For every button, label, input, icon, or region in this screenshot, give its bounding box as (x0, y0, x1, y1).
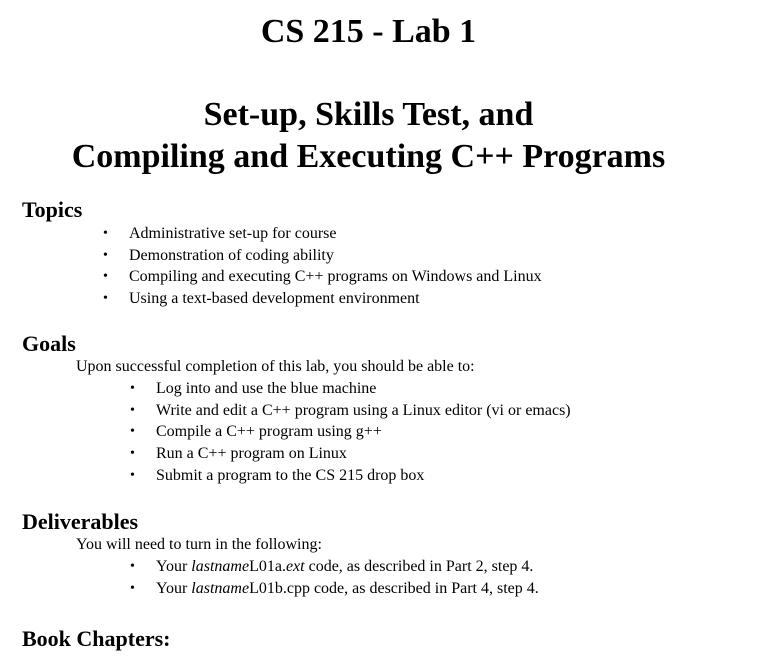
list-item (130, 421, 571, 443)
book-chapters-heading: Book Chapters: (22, 626, 171, 651)
bullet-dot-icon: • (130, 580, 135, 596)
bullet-dot-icon: • (130, 559, 135, 574)
bullet-dot-icon: • (130, 424, 135, 440)
deliverable-prefix: Your (156, 579, 192, 597)
deliverable-filename-italic: lastname (191, 579, 250, 597)
topics-heading: Topics (22, 197, 83, 222)
topic-text: Administrative set-up for course (129, 225, 337, 242)
bullet-dot-icon: • (103, 226, 108, 241)
deliverables-heading: Deliverables (22, 509, 139, 534)
bullet-dot-icon: • (130, 467, 135, 483)
list-item (103, 288, 542, 310)
goal-text: Log into and use the blue machine (156, 380, 377, 397)
goal-text: Compile a C++ program using g++ (156, 423, 382, 441)
deliverable-filename-mid: L01b.cpp code, as described in Part 4, step 4. (249, 579, 539, 597)
bullet-dot-icon: • (103, 269, 108, 285)
list-item (130, 578, 539, 600)
deliverable-filename-italic: lastname (191, 558, 250, 575)
goals-heading: Goals (22, 331, 76, 356)
list-item (130, 378, 571, 400)
topic-text: Demonstration of coding ability (129, 246, 334, 264)
goals-list (130, 378, 571, 487)
lab-subtitle-line-1: Set-up, Skills Test, and (203, 96, 534, 133)
topic-text: Compiling and executing C++ programs on Windows and Linux (129, 268, 542, 286)
list-item (130, 465, 571, 487)
list-item (103, 245, 542, 267)
lab-subtitle-line-2: Compiling and Executing C++ Programs (71, 138, 666, 175)
deliverable-prefix: Your (156, 558, 192, 575)
deliverables-list (130, 556, 539, 599)
bullet-dot-icon: • (130, 402, 135, 418)
goal-text: Submit a program to the CS 215 drop box (156, 466, 425, 484)
deliverable-suffix: code, as described in Part 2, step 4. (304, 558, 534, 575)
deliverable-filename-mid: L01a. (249, 558, 286, 575)
goal-text: Run a C++ program on Linux (156, 445, 347, 463)
bullet-dot-icon: • (103, 291, 108, 307)
deliverables-intro: You will need to turn in the following: (76, 536, 322, 553)
list-item (130, 400, 571, 422)
topic-text: Using a text-based development environment (129, 290, 420, 308)
list-item (103, 223, 542, 245)
course-title: CS 215 - Lab 1 (260, 13, 477, 50)
goal-text: Write and edit a C++ program using a Linux editor (vi or emacs) (156, 401, 571, 419)
list-item (130, 443, 571, 465)
bullet-dot-icon: • (130, 381, 135, 396)
topics-list (103, 223, 542, 310)
list-item (130, 556, 539, 578)
bullet-dot-icon: • (130, 446, 135, 462)
deliverable-extension-italic: ext (285, 558, 305, 575)
list-item (103, 266, 542, 288)
bullet-dot-icon: • (103, 247, 108, 263)
goals-intro: Upon successful completion of this lab, you should be able to: (76, 358, 475, 375)
